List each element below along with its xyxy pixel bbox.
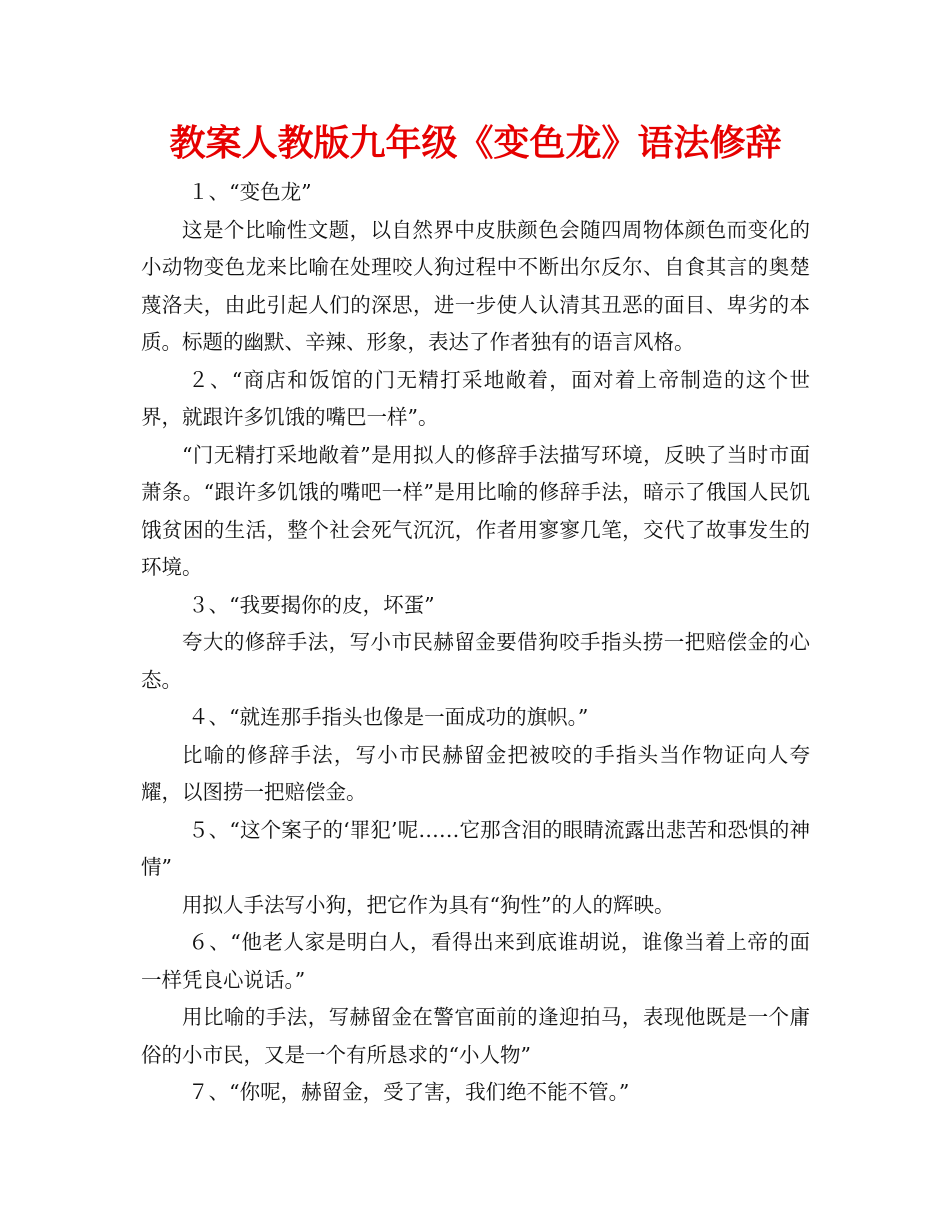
- paragraph-item-4: ４、“就连那手指头也像是一面成功的旗帜。”: [188, 705, 589, 729]
- paragraph-item-7: ７、“你呢，赫留金，受了害，我们绝不能不管。”: [188, 1080, 630, 1104]
- paragraph-item-6: ６、“他老人家是明白人，看得出来到底谁胡说，谁像当着上帝的面一样凭良心说话。”: [141, 930, 810, 992]
- paragraph-explanation-1: 这是个比喻性文题，以自然界中皮肤颜色会随四周物体颜色而变化的小动物变色龙来比喻在处理咬人狗过程中不断出尔反尔、自食其言的奥楚蔑洛夫，由此引起人们的深思，进一步使人认清其丑恶的面目、卑劣的本质。标题的幽默、辛辣、形象，表达了作者独有的语言风格。: [141, 217, 810, 354]
- paragraph-explanation-3: 夸大的修辞手法，写小市民赫留金要借狗咬手指头捞一把赔偿金的心态。: [141, 630, 810, 692]
- paragraph-item-3: ３、“我要揭你的皮，坏蛋”: [188, 592, 435, 617]
- document-title: 教案人教版九年级《变色龙》语法修辞: [169, 123, 782, 164]
- paragraph-item-2: ２、“商店和饭馆的门无精打采地敞着，面对着上帝制造的这个世界，就跟许多饥饿的嘴巴一样”。: [141, 367, 810, 429]
- paragraph-explanation-4: 比喻的修辞手法，写小市民赫留金把被咬的手指头当作物证向人夸耀，以图捞一把赔偿金。: [141, 742, 810, 804]
- paragraph-explanation-5: 用拟人手法写小狗，把它作为具有“狗性”的人的辉映。: [182, 892, 675, 917]
- paragraph-item-5: ５、“这个案子的‘罪犯’呢……它那含泪的眼睛流露出悲苦和恐惧的神情”: [141, 817, 810, 879]
- paragraph-explanation-6: 用比喻的手法，写赫留金在警官面前的逢迎拍马，表现他既是一个庸俗的小市民，又是一个有所恳求的“小人物”: [141, 1005, 810, 1067]
- paragraph-explanation-2: “门无精打采地敞着”是用拟人的修辞手法描写环境，反映了当时市面萧条。“跟许多饥饿的嘴吧一样”是用比喻的修辞手法，暗示了俄国人民饥饿贫困的生活，整个社会死气沉沉，作者用寥寥几笔，交代了故事发生的环境。: [141, 442, 810, 579]
- document-body: [141, 174, 810, 1112]
- paragraph-item-1: １、“变色龙”: [188, 180, 312, 204]
